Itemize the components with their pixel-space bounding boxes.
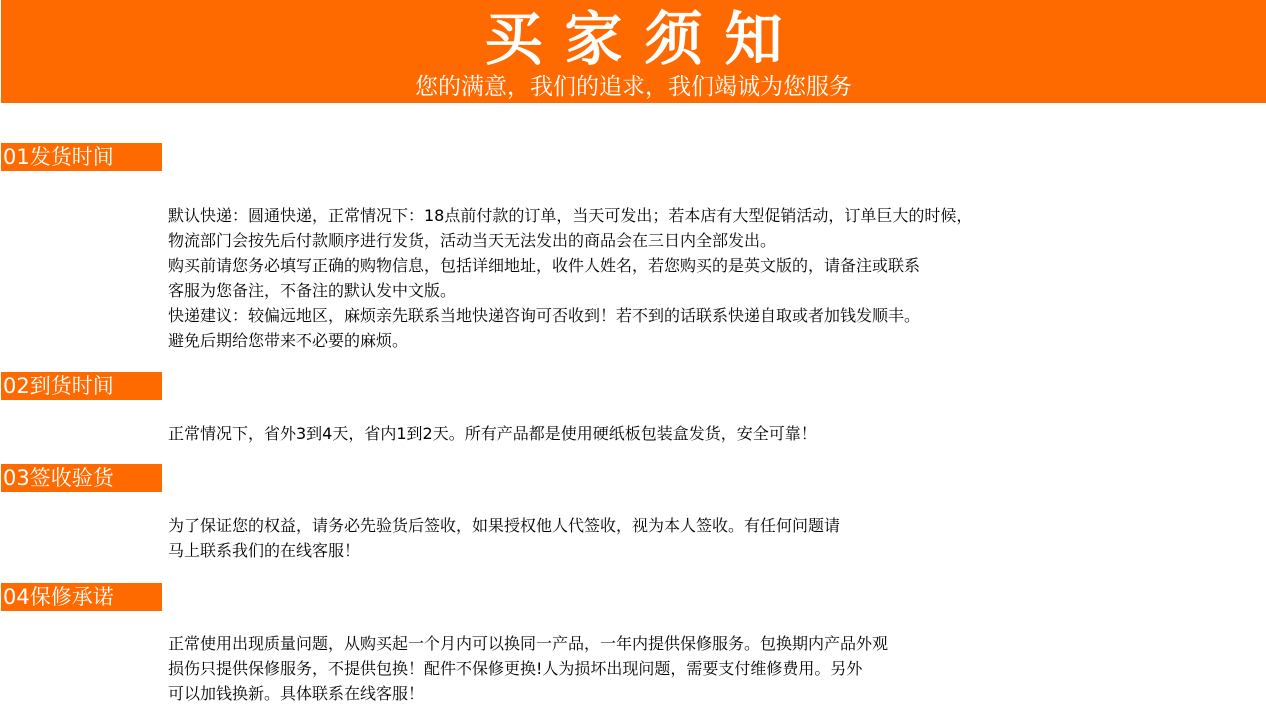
section-header-delivery-time: 02到货时间 bbox=[1, 372, 162, 400]
paragraph-line: 默认快递：圆通快递，正常情况下：18点前付款的订单，当天可发出；若本店有大型促销活动，订单巨大的时候， bbox=[168, 206, 973, 225]
paragraph-line: 避免后期给您带来不必要的麻烦。 bbox=[168, 331, 409, 350]
notice-banner bbox=[1, 0, 1266, 103]
paragraph-line: 正常使用出现质量问题，从购买起一个月内可以换同一产品，一年内提供保修服务。包换期内产品外观 bbox=[168, 634, 889, 653]
section-header-signing-inspection: 03签收验货 bbox=[1, 464, 162, 492]
section-body-delivery-time bbox=[168, 421, 1248, 446]
paragraph-line: 客服为您备注，不备注的默认发中文版。 bbox=[168, 281, 457, 300]
paragraph-line: 物流部门会按先后付款顺序进行发货，活动当天无法发出的商品会在三日内全部发出。 bbox=[168, 231, 777, 250]
page-subtitle: 您的满意，我们的追求，我们竭诚为您服务 bbox=[415, 74, 852, 100]
section-body-signing-inspection bbox=[168, 513, 1248, 563]
section-header-shipping-time: 01发货时间 bbox=[1, 143, 162, 171]
section-body-shipping-time bbox=[168, 203, 1248, 353]
paragraph-line: 购买前请您务必填写正确的购物信息，包括详细地址，收件人姓名，若您购买的是英文版的，请备注或联系 bbox=[168, 256, 921, 275]
page-title: 买家须知 bbox=[484, 5, 805, 73]
paragraph-line: 为了保证您的权益，请务必先验货后签收，如果授权他人代签收，视为本人签收。有任何问题请 bbox=[168, 516, 841, 535]
paragraph-line: 正常情况下，省外3到4天，省内1到2天。所有产品都是使用硬纸板包装盒发货，安全可靠！ bbox=[168, 424, 817, 443]
paragraph-line: 快递建议：较偏远地区，麻烦亲先联系当地快递咨询可否收到！若不到的话联系快递自取或者加钱发顺丰。 bbox=[168, 306, 921, 325]
paragraph-line: 马上联系我们的在线客服！ bbox=[168, 541, 361, 560]
section-header-warranty: 04保修承诺 bbox=[1, 583, 162, 611]
paragraph-line: 损伤只提供保修服务，不提供包换！配件不保修更换!人为损坏出现问题，需要支付维修费用。另外 bbox=[168, 659, 863, 678]
section-body-warranty bbox=[168, 631, 1248, 706]
paragraph-line: 可以加钱换新。具体联系在线客服！ bbox=[168, 684, 425, 703]
